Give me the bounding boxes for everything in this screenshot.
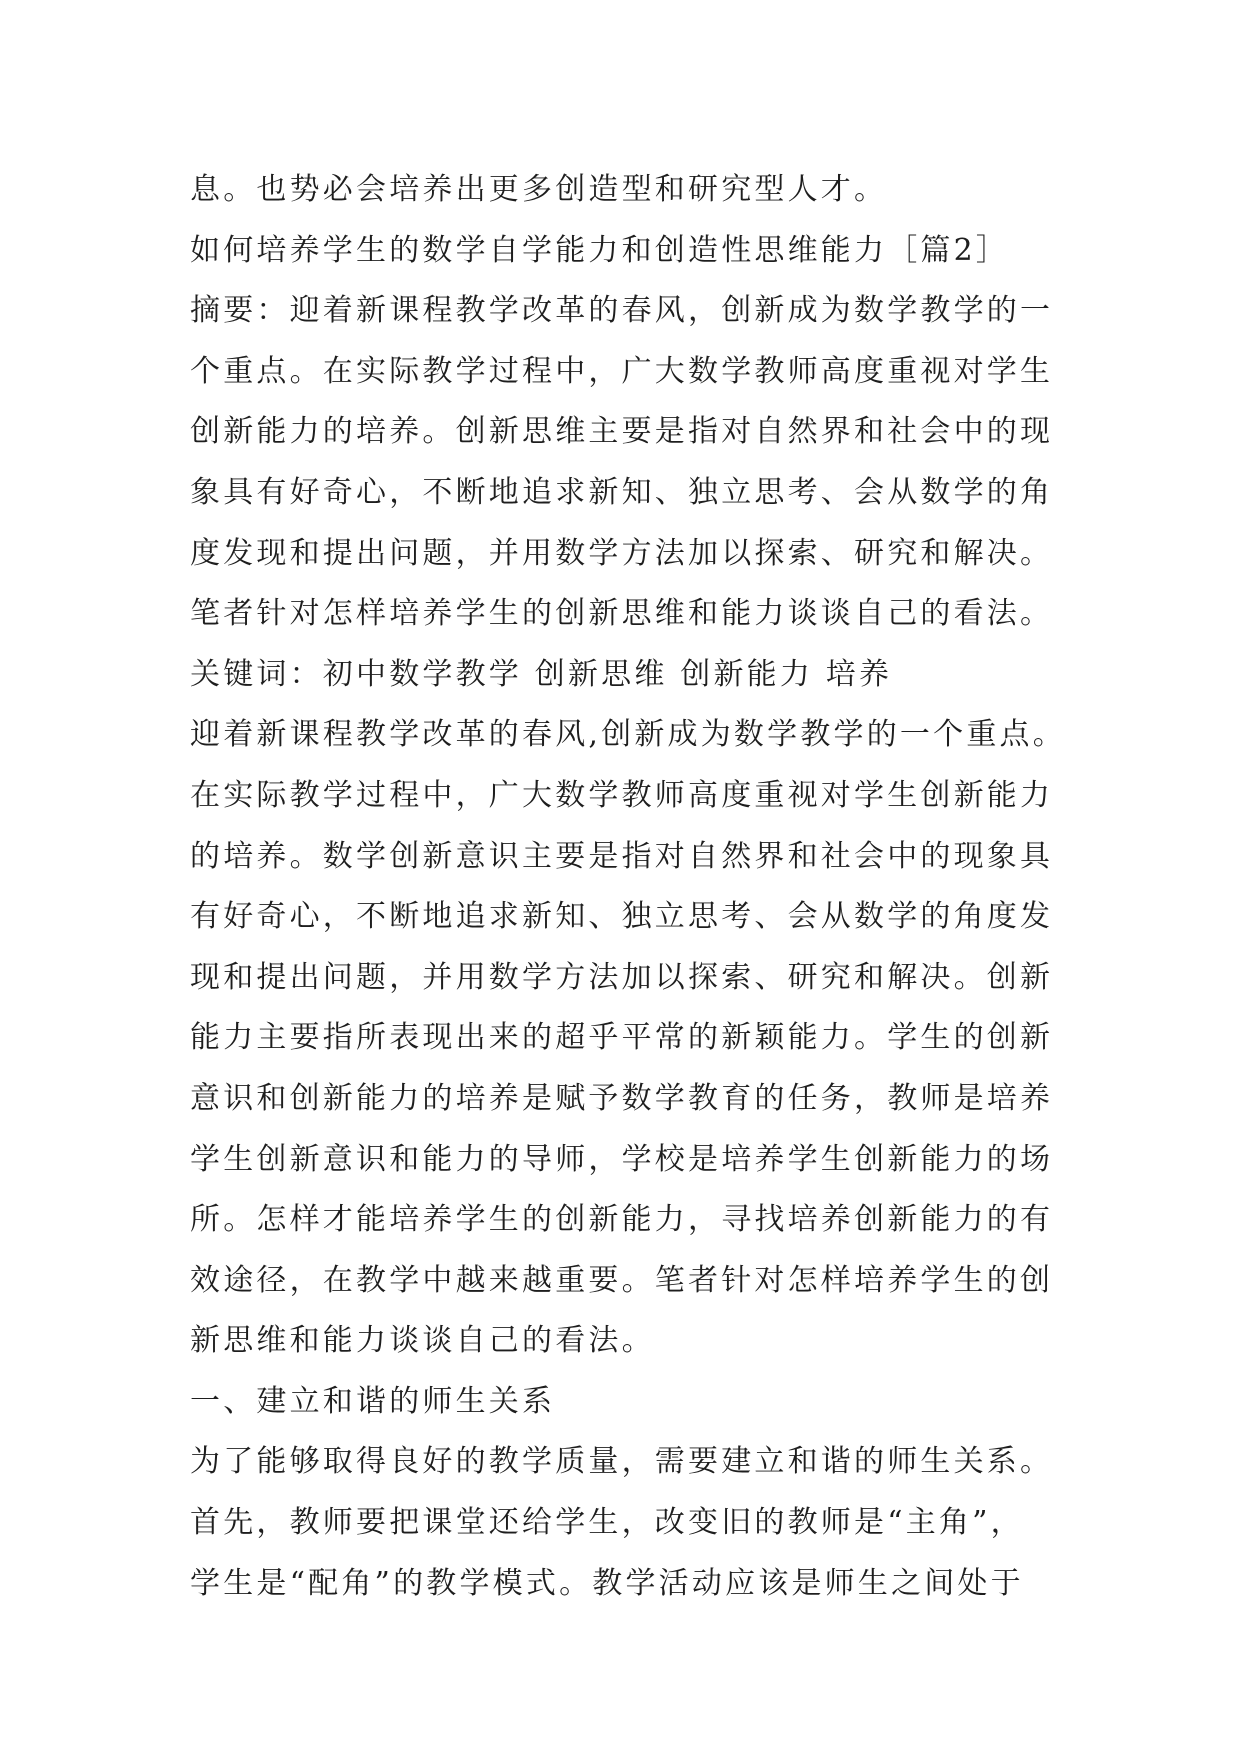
text-line: 迎着新课程教学改革的春风,创新成为数学教学的一个重点。 [190, 717, 1066, 753]
abstract-line: 个重点。在实际教学过程中，广大数学教师高度重视对学生 [190, 353, 1054, 389]
text-line: 的培养。数学创新意识主要是指对自然界和社会中的现象具 [190, 838, 1054, 874]
abstract-line: 象具有好奇心，不断地追求新知、独立思考、会从数学的角 [190, 474, 1054, 510]
abstract-line: 笔者针对怎样培养学生的创新思维和能力谈谈自己的看法。 [190, 596, 1054, 632]
abstract-line: 创新能力的培养。创新思维主要是指对自然界和社会中的现 [190, 414, 1054, 450]
keywords-line: 关键词：初中数学教学 创新思维 创新能力 培养 [190, 656, 893, 692]
text-line: 息。也势必会培养出更多创造型和研究型人才。 [190, 172, 888, 207]
abstract-line: 度发现和提出问题，并用数学方法加以探索、研究和解决。 [190, 535, 1054, 571]
text-line: 学生是“配角”的教学模式。教学活动应该是师生之间处于 [190, 1565, 1024, 1601]
text-line: 首先，教师要把课堂还给学生，改变旧的教师是“主角”， [190, 1505, 1024, 1541]
section-heading: 一、建立和谐的师生关系 [190, 1383, 556, 1419]
text-line: 为了能够取得良好的教学质量，需要建立和谐的师生关系。 [190, 1444, 1054, 1480]
text-line: 有好奇心，不断地追求新知、独立思考、会从数学的角度发 [190, 899, 1054, 935]
text-line: 效途径，在教学中越来越重要。笔者针对怎样培养学生的创 [190, 1262, 1054, 1298]
document-body [190, 160, 1070, 1614]
text-line: 新思维和能力谈谈自己的看法。 [190, 1323, 655, 1359]
text-line: 学生创新意识和能力的导师，学校是培养学生创新能力的场 [190, 1141, 1054, 1177]
text-line: 在实际教学过程中，广大数学教师高度重视对学生创新能力 [190, 777, 1054, 813]
text-line: 现和提出问题，并用数学方法加以探索、研究和解决。创新 [190, 959, 1054, 995]
text-line: 能力主要指所表现出来的超乎平常的新颖能力。学生的创新 [190, 1020, 1054, 1056]
text-line: 意识和创新能力的培养是赋予数学教育的任务，教师是培养 [190, 1080, 1054, 1116]
section-title: 如何培养学生的数学自学能力和创造性思维能力［篇2］ [190, 232, 1010, 268]
abstract-line: 摘要：迎着新课程教学改革的春风，创新成为数学教学的一 [190, 293, 1054, 329]
text-line: 所。怎样才能培养学生的创新能力，寻找培养创新能力的有 [190, 1202, 1054, 1238]
